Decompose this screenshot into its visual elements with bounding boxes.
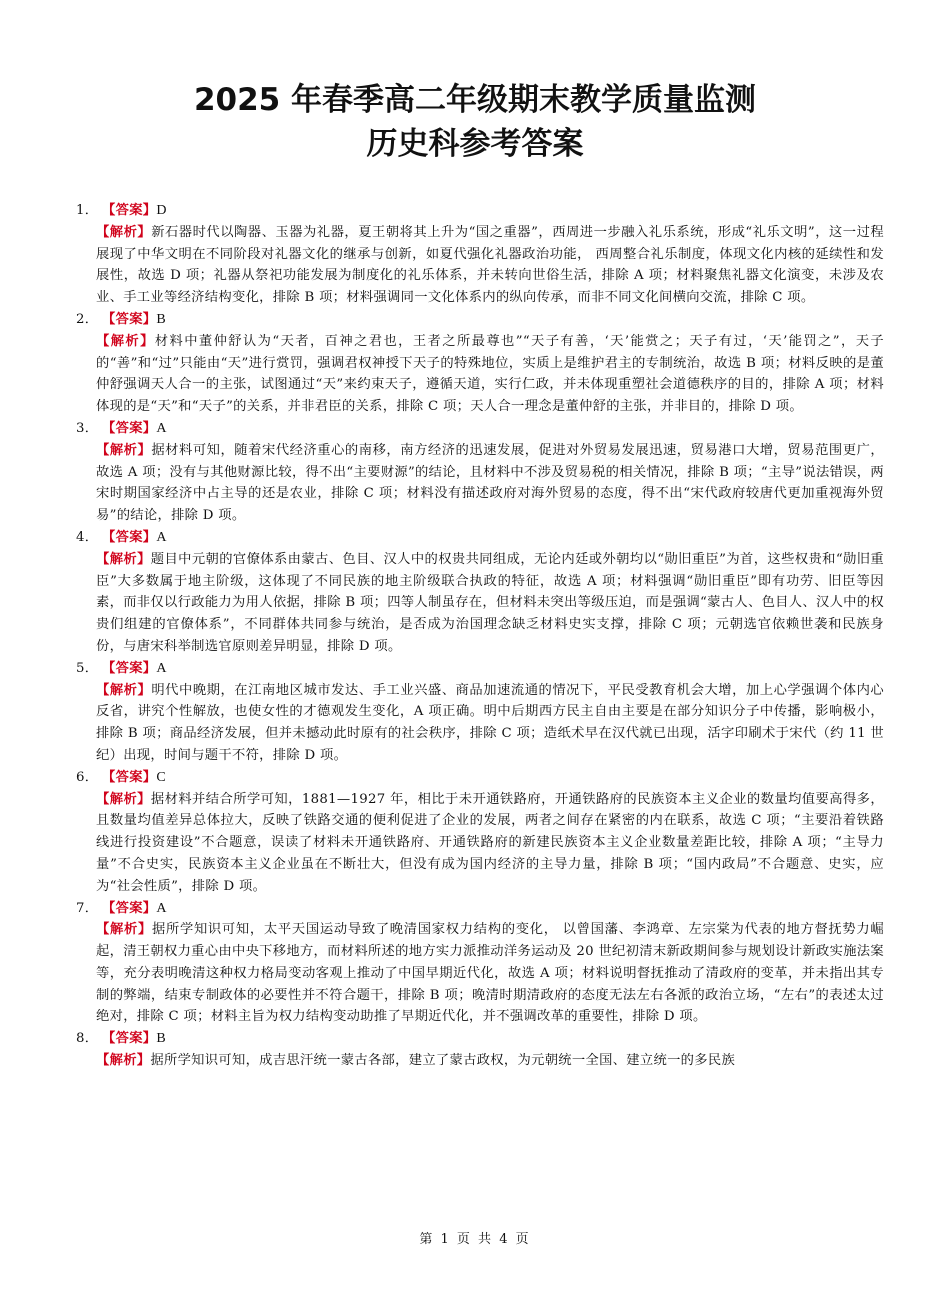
analysis-text: 据材料并结合所学可知，1881—1927 年，相比于未开通铁路府，开通铁路府的民族资本主义企业的数量均值要高得多，且数量均值差异总体拉大，反映了铁路交通的便利促进了企业的发展，两者之间存在紧密的内在联系，故选 C 项；“主要沿着铁路线进行投资建设”不合题意，误读了材料未开通铁路府、开通铁路府的新建民族资本主义企业数量差距比较，排除 A 项；“主导力量”不合史实，民族资本主义企业虽在不断壮大，但没有成为国内经济的主导力量，排除 B 项；“国内政局”不合题意、史实，应为“社会性质”，排除 D 项。 [96, 791, 884, 894]
question-number: 2． [76, 311, 99, 327]
answer-line [74, 1028, 884, 1050]
title-line-2: 历史科参考答案 [366, 126, 584, 162]
analysis-text: 据所学知识可知，太平天国运动导致了晚清国家权力结构的变化， 以曾国藩、李鸿章、左宗棠为代表的地方督抚势力崛起，清王朝权力重心由中央下移地方，而材料所述的地方实力派推动洋务运动及 20 世纪初清末新政期间参与规划设计新政实施法案等，充分表明晚清这种权力格局变动客观上推动了中国早期近代化，故选 A 项；材料说明督抚推动了清政府的变革，并未指出其专制的弊端，结束专制政体的必要性并不符合题干，排除 B 项；晚清时期清政府的态度无法左右各派的政治立场，“左右”的表述太过绝对，排除 C 项；材料主旨为权力结构变动助推了早期近代化，并不强调改革的重要性，排除 D 项。 [96, 922, 885, 1025]
analysis-tag: 【解析】 [96, 922, 152, 938]
answer-tag: 【答案】 [102, 900, 157, 916]
analysis-paragraph [74, 331, 884, 418]
answer-line [74, 527, 884, 549]
analysis-text: 题目中元朝的官僚体系由蒙古、色目、汉人中的权贵共同组成，无论内廷或外朝均以“勋旧重臣”为首，这些权贵和“勋旧重臣”大多数属于地主阶级，这体现了不同民族的地主阶级联合执政的特征，故选 A 项；材料强调“勋旧重臣”即有功劳、旧臣等因素，而非仅以行政能力为用人依据，排除 B 项；四等人制虽存在，但材料未突出等级压迫，而是强调“蒙古人、色目人、汉人中的权贵们组建的官僚体系”，不同群体共同参与统治，是否成为治国理念缺乏材料史实支撑，排除 C 项；元朝选官依赖世袭和民族身份，与唐宋科举制选官原则差异明显，排除 D 项。 [96, 551, 884, 654]
answer-tag: 【答案】 [102, 529, 157, 545]
page-footer: 第 1 页 共 4 页 [419, 1232, 531, 1247]
question-number: 3． [76, 420, 99, 436]
analysis-paragraph [74, 789, 884, 898]
answer-line [74, 898, 884, 920]
answer-item [74, 658, 884, 767]
answer-value: A [156, 660, 167, 676]
question-number: 8． [76, 1031, 99, 1047]
answer-line [74, 309, 884, 331]
answer-line [74, 658, 884, 680]
analysis-text: 据材料可知，随着宋代经济重心的南移，南方经济的迅速发展，促进对外贸易发展迅速，贸易港口大增，贸易范围更广，故选 A 项；没有与其他财源比较，得不出“主要财源”的结论，且材料中不涉及贸易税的相关情况，排除 B 项；“主导”说法错误，两宋时期国家经济中占主导的还是农业，排除 C 项；材料没有描述政府对海外贸易的态度，得不出“宋代政府较唐代更加重视海外贸易”的结论，排除 D 项。 [96, 442, 885, 524]
title-line-1: 2025 年春季高二年级期末教学质量监测 [193, 82, 757, 118]
answer-value: C [156, 769, 167, 785]
analysis-tag: 【解析】 [96, 333, 155, 349]
document-title [0, 78, 950, 166]
answer-tag: 【答案】 [102, 420, 157, 436]
analysis-tag: 【解析】 [96, 1053, 151, 1069]
analysis-paragraph [74, 222, 884, 309]
answer-tag: 【答案】 [102, 203, 157, 218]
analysis-tag: 【解析】 [96, 551, 151, 567]
answer-value: D [156, 203, 167, 218]
analysis-paragraph [74, 919, 884, 1028]
answer-value: B [156, 1031, 167, 1047]
analysis-tag: 【解析】 [96, 791, 151, 807]
answer-tag: 【答案】 [102, 769, 157, 785]
analysis-tag: 【解析】 [96, 682, 152, 698]
analysis-paragraph [74, 680, 884, 767]
answer-item [74, 767, 884, 898]
analysis-tag: 【解析】 [96, 224, 152, 240]
answer-item [74, 1028, 884, 1072]
answer-tag: 【答案】 [102, 660, 157, 676]
answer-tag: 【答案】 [102, 1031, 157, 1047]
answer-tag: 【答案】 [102, 311, 157, 327]
answer-value: A [156, 900, 167, 916]
answer-value: A [156, 529, 167, 545]
answer-line [74, 767, 884, 789]
analysis-paragraph [74, 440, 884, 527]
answer-line [74, 418, 884, 440]
answer-item [74, 527, 884, 658]
analysis-paragraph [74, 1050, 884, 1072]
analysis-text: 明代中晚期，在江南地区城市发达、手工业兴盛、商品加速流通的情况下，平民受教育机会大增，加上心学强调个体内心反省，讲究个性解放，也使女性的才德观发生变化，A 项正确。明中后期西方民主自由主要是在部分知识分子中传播，影响极小，排除 B 项；商品经济发展，但并未撼动此时原有的社会秩序，排除 C 项；造纸术早在汉代就已出现，活字印刷术于宋代（约 11 世纪）出现，时间与题干不符，排除 D 项。 [96, 682, 885, 763]
question-number: 5． [76, 660, 99, 676]
answer-line [74, 200, 884, 222]
answer-value: A [156, 420, 167, 436]
analysis-tag: 【解析】 [96, 442, 152, 458]
question-number: 4． [76, 529, 99, 545]
question-number: 6． [76, 769, 99, 785]
analysis-text: 新石器时代以陶器、玉器为礼器，夏王朝将其上升为“国之重器”，西周进一步融入礼乐系统，形成“礼乐文明”，这一过程展现了中华文明在不同阶段对礼器文化的继承与创新，如夏代强化礼器政治功能， 西周整合礼乐制度，体现文化内核的延续性和发展性，故选 D 项；礼器从祭祀功能发展为制度化的礼乐体系，并未转向世俗生活，排除 A 项；材料聚焦礼器文化演变，未涉及农业、手工业等经济结构变化，排除 B 项；材料强调同一文化体系内的纵向传承，而非不同文化间横向交流，排除 C 项。 [96, 224, 884, 306]
answer-item [74, 418, 884, 527]
question-number: 7． [76, 900, 99, 916]
answer-value: B [156, 311, 167, 327]
answer-item [74, 200, 884, 309]
answer-item [74, 898, 884, 1029]
analysis-text: 据所学知识可知，成吉思汗统一蒙古各部，建立了蒙古政权，为元朝统一全国、建立统一的多民族 [150, 1053, 736, 1069]
answer-list [74, 200, 884, 1072]
analysis-text: 材料中董仲舒认为“天者，百神之君也，王者之所最尊也”“天子有善，‘天’能赏之；天子有过，‘天’能罚之”，天子的“善”和“过”只能由“天”进行赏罚，强调君权神授下天子的特殊地位，实质上是维护君主的专制统治，故选 B 项；材料反映的是董仲舒强调天人合一的主张，试图通过“天”来约束天子，遵循天道，实行仁政，并未体现重塑社会道德秩序的目的，排除 A 项；材料体现的是“天”和“天子”的关系，并非君臣的关系，排除 C 项；天人合一理念是董仲舒的主张，并非目的，排除 D 项。 [96, 333, 885, 415]
question-number: 1． [76, 203, 99, 218]
analysis-paragraph [74, 549, 884, 658]
answer-item [74, 309, 884, 418]
